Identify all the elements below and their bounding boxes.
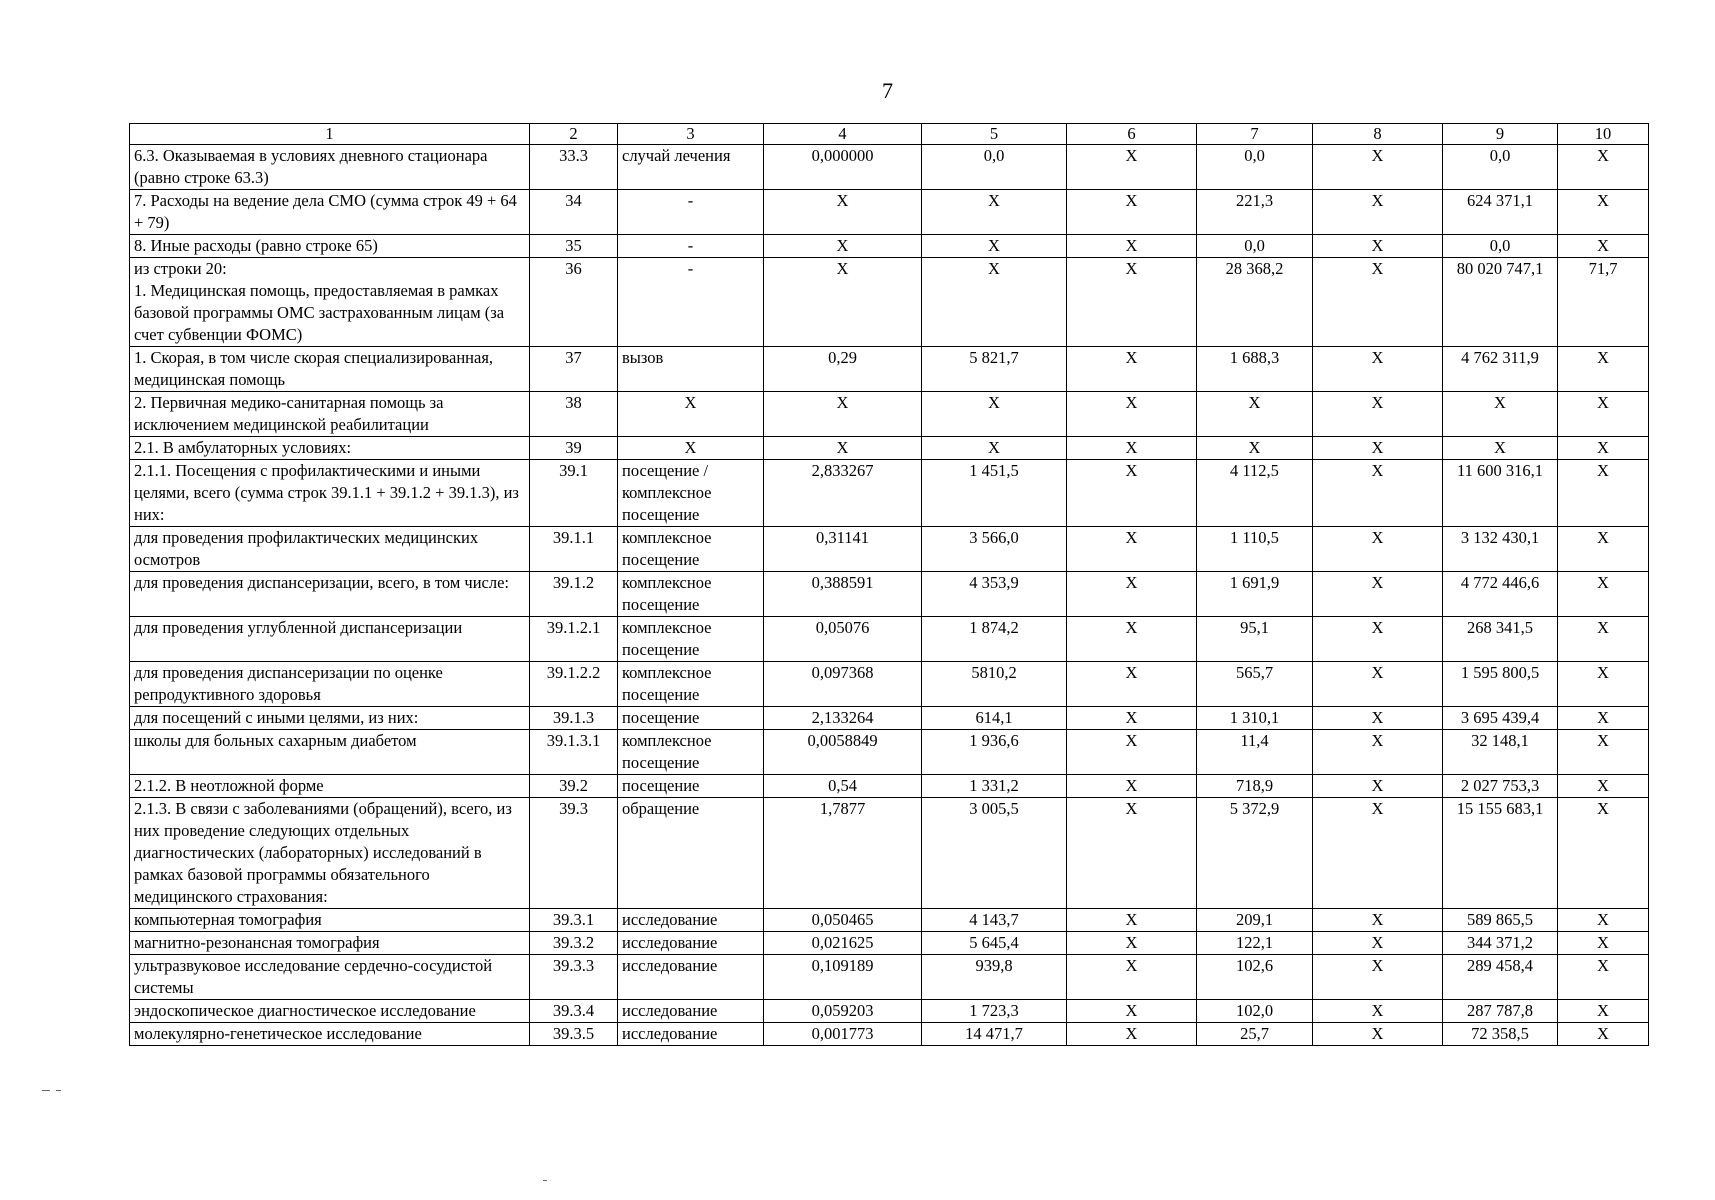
col9-cell: 32 148,1 [1443,730,1558,775]
col5-cell: X [922,258,1067,347]
row-name-cell: школы для больных сахарным диабетом [130,730,530,775]
row-code-cell: 39.1.2.2 [530,662,618,707]
col6-cell: X [1067,527,1197,572]
col6-cell: X [1067,707,1197,730]
col9-cell: 1 595 800,5 [1443,662,1558,707]
col5-cell: 5 645,4 [922,932,1067,955]
row-name-cell: молекулярно-генетическое исследование [130,1023,530,1046]
col6-cell: X [1067,258,1197,347]
col7-cell: 102,0 [1197,1000,1313,1023]
col8-cell: X [1313,730,1443,775]
col10-cell: X [1558,662,1649,707]
col10-cell: X [1558,145,1649,190]
column-header: 5 [922,124,1067,145]
col6-cell: X [1067,572,1197,617]
table-row [130,775,1649,798]
col6-cell: X [1067,662,1197,707]
row-code-cell: 39.1.2 [530,572,618,617]
table-row [130,909,1649,932]
col5-cell: X [922,392,1067,437]
unit-cell: исследование [618,909,764,932]
col8-cell: X [1313,258,1443,347]
col5-cell: 4 143,7 [922,909,1067,932]
column-header: 7 [1197,124,1313,145]
col9-cell: 624 371,1 [1443,190,1558,235]
table-body [130,124,1649,1046]
row-code-cell: 39.3.2 [530,932,618,955]
col9-cell: 15 155 683,1 [1443,798,1558,909]
col4-cell: 0,059203 [764,1000,922,1023]
table-row [130,1023,1649,1046]
col10-cell: X [1558,955,1649,1000]
col7-cell: 102,6 [1197,955,1313,1000]
unit-cell: исследование [618,955,764,1000]
col7-cell: 5 372,9 [1197,798,1313,909]
table-row [130,955,1649,1000]
col6-cell: X [1067,909,1197,932]
col10-cell: X [1558,617,1649,662]
row-code-cell: 39.3 [530,798,618,909]
page-number: 7 [882,78,893,103]
unit-cell: исследование [618,1000,764,1023]
column-header: 10 [1558,124,1649,145]
col4-cell: 0,0058849 [764,730,922,775]
col7-cell: 718,9 [1197,775,1313,798]
col6-cell: X [1067,932,1197,955]
table-row [130,798,1649,909]
col10-cell: X [1558,1023,1649,1046]
col5-cell: 5810,2 [922,662,1067,707]
unit-cell: посещение / комплексное посещение [618,460,764,527]
col7-cell: 1 310,1 [1197,707,1313,730]
col4-cell: 0,021625 [764,932,922,955]
col7-cell: 122,1 [1197,932,1313,955]
unit-cell: комплексное посещение [618,662,764,707]
column-header: 4 [764,124,922,145]
col8-cell: X [1313,932,1443,955]
col8-cell: X [1313,1000,1443,1023]
col4-cell: 0,31141 [764,527,922,572]
col4-cell: X [764,190,922,235]
col7-cell: 95,1 [1197,617,1313,662]
col8-cell: X [1313,909,1443,932]
row-code-cell: 39.3.1 [530,909,618,932]
unit-cell: случай лечения [618,145,764,190]
col4-cell: 0,29 [764,347,922,392]
table-row [130,527,1649,572]
column-header: 9 [1443,124,1558,145]
col6-cell: X [1067,190,1197,235]
col8-cell: X [1313,1023,1443,1046]
row-code-cell: 39.1.2.1 [530,617,618,662]
col8-cell: X [1313,347,1443,392]
col8-cell: X [1313,775,1443,798]
col8-cell: X [1313,527,1443,572]
col9-cell: X [1443,392,1558,437]
row-name-cell: ультразвуковое исследование сердечно-сосудистой системы [130,955,530,1000]
row-name-cell: 1. Скорая, в том числе скорая специализированная, медицинская помощь [130,347,530,392]
row-name-cell: 2.1.3. В связи с заболеваниями (обращений), всего, из них проведение следующих отдельных диагностических (лабораторных) исследований в рамках базовой программы обязательного медицинского страхования: [130,798,530,909]
col5-cell: X [922,437,1067,460]
col9-cell: 0,0 [1443,235,1558,258]
row-name-cell: из строки 20: 1. Медицинская помощь, предоставляемая в рамках базовой программы ОМС застрахованным лицам (за счет субвенции ФОМС) [130,258,530,347]
table-row [130,392,1649,437]
col10-cell: X [1558,527,1649,572]
col4-cell: 0,109189 [764,955,922,1000]
col9-cell: 344 371,2 [1443,932,1558,955]
col7-cell: 28 368,2 [1197,258,1313,347]
col7-cell: X [1197,437,1313,460]
scan-speck [42,1090,50,1091]
table-row [130,235,1649,258]
col4-cell: 0,097368 [764,662,922,707]
row-name-cell: 2. Первичная медико-санитарная помощь за исключением медицинской реабилитации [130,392,530,437]
col9-cell: 4 772 446,6 [1443,572,1558,617]
col9-cell: 268 341,5 [1443,617,1558,662]
table-row [130,932,1649,955]
col9-cell: 589 865,5 [1443,909,1558,932]
unit-cell: посещение [618,707,764,730]
row-code-cell: 39.3.5 [530,1023,618,1046]
col9-cell: 0,0 [1443,145,1558,190]
col4-cell: X [764,437,922,460]
table-row [130,437,1649,460]
col4-cell: 0,54 [764,775,922,798]
col4-cell: X [764,258,922,347]
unit-cell: комплексное посещение [618,730,764,775]
unit-cell: - [618,258,764,347]
col4-cell: 0,050465 [764,909,922,932]
table-header-row [130,124,1649,145]
unit-cell: - [618,190,764,235]
col4-cell: 2,133264 [764,707,922,730]
col9-cell: 289 458,4 [1443,955,1558,1000]
col6-cell: X [1067,347,1197,392]
col10-cell: X [1558,775,1649,798]
row-code-cell: 39.3.3 [530,955,618,1000]
col7-cell: 1 691,9 [1197,572,1313,617]
col8-cell: X [1313,460,1443,527]
col5-cell: 4 353,9 [922,572,1067,617]
row-code-cell: 39.1 [530,460,618,527]
col9-cell: 72 358,5 [1443,1023,1558,1046]
row-name-cell: для проведения профилактических медицинских осмотров [130,527,530,572]
col5-cell: 1 331,2 [922,775,1067,798]
col10-cell: X [1558,347,1649,392]
col6-cell: X [1067,730,1197,775]
col7-cell: 11,4 [1197,730,1313,775]
row-name-cell: 6.3. Оказываемая в условиях дневного стационара (равно строке 63.3) [130,145,530,190]
col9-cell: 2 027 753,3 [1443,775,1558,798]
column-header: 8 [1313,124,1443,145]
unit-cell: исследование [618,932,764,955]
unit-cell: комплексное посещение [618,527,764,572]
col7-cell: 1 688,3 [1197,347,1313,392]
col7-cell: 0,0 [1197,145,1313,190]
col10-cell: X [1558,190,1649,235]
row-name-cell: 8. Иные расходы (равно строке 65) [130,235,530,258]
row-code-cell: 39.1.1 [530,527,618,572]
col9-cell: 11 600 316,1 [1443,460,1558,527]
col8-cell: X [1313,617,1443,662]
col6-cell: X [1067,235,1197,258]
table-row [130,347,1649,392]
col5-cell: 3 005,5 [922,798,1067,909]
row-code-cell: 34 [530,190,618,235]
col5-cell: 1 936,6 [922,730,1067,775]
col9-cell: 3 132 430,1 [1443,527,1558,572]
table-row [130,707,1649,730]
row-name-cell: 2.1.1. Посещения с профилактическими и иными целями, всего (сумма строк 39.1.1 + 39.1.2 + 39.1.3), из них: [130,460,530,527]
col7-cell: 209,1 [1197,909,1313,932]
col7-cell: 0,0 [1197,235,1313,258]
table-row [130,460,1649,527]
col8-cell: X [1313,707,1443,730]
col10-cell: X [1558,392,1649,437]
row-code-cell: 38 [530,392,618,437]
col7-cell: 565,7 [1197,662,1313,707]
unit-cell: X [618,392,764,437]
row-name-cell: для проведения углубленной диспансеризации [130,617,530,662]
table-row [130,662,1649,707]
col6-cell: X [1067,1000,1197,1023]
col6-cell: X [1067,437,1197,460]
table-row [130,258,1649,347]
col5-cell: 3 566,0 [922,527,1067,572]
col5-cell: 1 451,5 [922,460,1067,527]
unit-cell: комплексное посещение [618,617,764,662]
col7-cell: 221,3 [1197,190,1313,235]
row-code-cell: 37 [530,347,618,392]
col5-cell: 5 821,7 [922,347,1067,392]
col10-cell: X [1558,437,1649,460]
col8-cell: X [1313,798,1443,909]
data-table [129,123,1649,1046]
col10-cell: X [1558,909,1649,932]
col4-cell: X [764,392,922,437]
col10-cell: 71,7 [1558,258,1649,347]
col9-cell: 4 762 311,9 [1443,347,1558,392]
col6-cell: X [1067,775,1197,798]
row-code-cell: 39.1.3.1 [530,730,618,775]
col7-cell: X [1197,392,1313,437]
row-code-cell: 33.3 [530,145,618,190]
row-code-cell: 35 [530,235,618,258]
row-code-cell: 36 [530,258,618,347]
col6-cell: X [1067,145,1197,190]
col9-cell: 287 787,8 [1443,1000,1558,1023]
column-header: 1 [130,124,530,145]
col8-cell: X [1313,572,1443,617]
table-row [130,1000,1649,1023]
col10-cell: X [1558,1000,1649,1023]
col6-cell: X [1067,798,1197,909]
col7-cell: 4 112,5 [1197,460,1313,527]
col10-cell: X [1558,798,1649,909]
col5-cell: 1 723,3 [922,1000,1067,1023]
unit-cell: обращение [618,798,764,909]
col5-cell: 0,0 [922,145,1067,190]
col6-cell: X [1067,1023,1197,1046]
col9-cell: 3 695 439,4 [1443,707,1558,730]
unit-cell: посещение [618,775,764,798]
col8-cell: X [1313,955,1443,1000]
table-row [130,730,1649,775]
col4-cell: 0,001773 [764,1023,922,1046]
col7-cell: 25,7 [1197,1023,1313,1046]
col6-cell: X [1067,392,1197,437]
col4-cell: 0,05076 [764,617,922,662]
col5-cell: 614,1 [922,707,1067,730]
row-name-cell: 2.1.2. В неотложной форме [130,775,530,798]
row-name-cell: 7. Расходы на ведение дела СМО (сумма строк 49 + 64 + 79) [130,190,530,235]
col10-cell: X [1558,235,1649,258]
row-name-cell: компьютерная томография [130,909,530,932]
row-code-cell: 39 [530,437,618,460]
col6-cell: X [1067,460,1197,527]
col4-cell: 1,7877 [764,798,922,909]
col5-cell: X [922,235,1067,258]
row-name-cell: для проведения диспансеризации по оценке репродуктивного здоровья [130,662,530,707]
row-name-cell: магнитно-резонансная томография [130,932,530,955]
col6-cell: X [1067,955,1197,1000]
column-header: 3 [618,124,764,145]
col5-cell: 14 471,7 [922,1023,1067,1046]
col4-cell: X [764,235,922,258]
table-row [130,617,1649,662]
column-header: 6 [1067,124,1197,145]
unit-cell: комплексное посещение [618,572,764,617]
unit-cell: - [618,235,764,258]
scan-speck [56,1090,61,1091]
table-row [130,190,1649,235]
unit-cell: вызов [618,347,764,392]
row-name-cell: для проведения диспансеризации, всего, в том числе: [130,572,530,617]
row-name-cell: 2.1. В амбулаторных условиях: [130,437,530,460]
row-name-cell: для посещений с иными целями, из них: [130,707,530,730]
table-row [130,145,1649,190]
col6-cell: X [1067,617,1197,662]
col8-cell: X [1313,235,1443,258]
col10-cell: X [1558,707,1649,730]
col8-cell: X [1313,392,1443,437]
col7-cell: 1 110,5 [1197,527,1313,572]
column-header: 2 [530,124,618,145]
row-code-cell: 39.3.4 [530,1000,618,1023]
col10-cell: X [1558,572,1649,617]
row-code-cell: 39.1.3 [530,707,618,730]
unit-cell: X [618,437,764,460]
row-code-cell: 39.2 [530,775,618,798]
col5-cell: 1 874,2 [922,617,1067,662]
col5-cell: X [922,190,1067,235]
col4-cell: 0,388591 [764,572,922,617]
col4-cell: 0,000000 [764,145,922,190]
col10-cell: X [1558,932,1649,955]
col10-cell: X [1558,730,1649,775]
col8-cell: X [1313,662,1443,707]
col5-cell: 939,8 [922,955,1067,1000]
col8-cell: X [1313,190,1443,235]
scan-speck [543,1180,547,1181]
col8-cell: X [1313,145,1443,190]
unit-cell: исследование [618,1023,764,1046]
col8-cell: X [1313,437,1443,460]
col4-cell: 2,833267 [764,460,922,527]
col10-cell: X [1558,460,1649,527]
col9-cell: 80 020 747,1 [1443,258,1558,347]
col9-cell: X [1443,437,1558,460]
row-name-cell: эндоскопическое диагностическое исследование [130,1000,530,1023]
table-row [130,572,1649,617]
